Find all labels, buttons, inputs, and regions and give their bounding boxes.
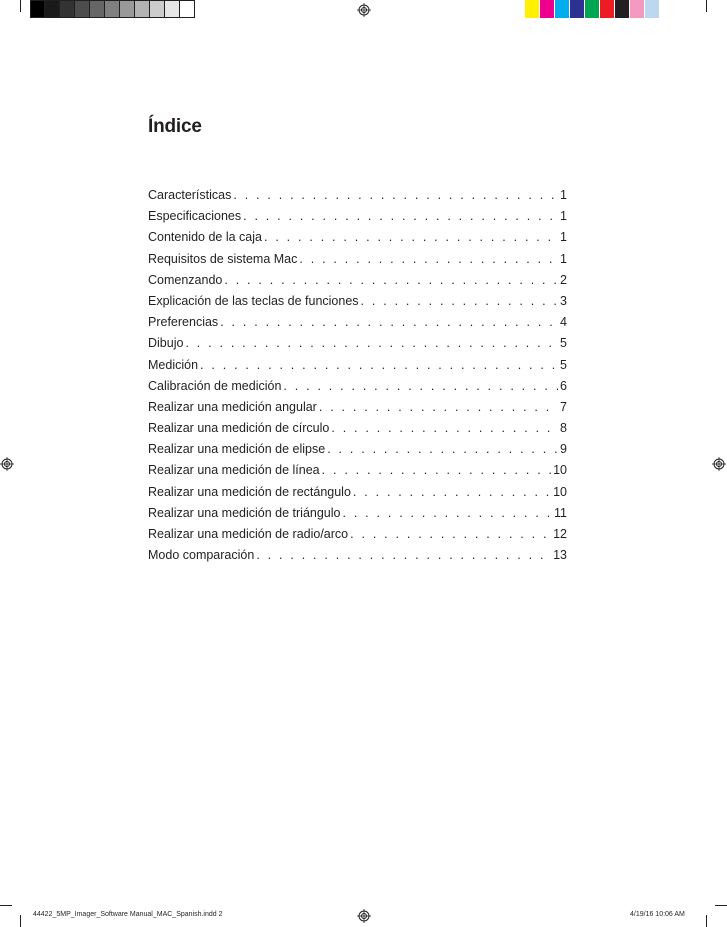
toc-entry[interactable] [148,336,567,357]
toc-entry[interactable] [148,315,567,336]
crop-mark-bottom-right [706,915,707,927]
toc-dot-leader [220,315,558,329]
registration-mark-icon [0,457,14,471]
toc-dot-leader [322,463,551,477]
toc-dot-leader [264,230,558,244]
toc-dot-leader [224,273,558,287]
color-swatch [135,0,150,18]
toc-entry[interactable] [148,421,567,442]
color-swatch [660,0,675,18]
page-title: Índice [148,116,202,137]
toc-entry-label: Contenido de la caja [148,230,262,245]
toc-entry-page-number: 6 [560,378,567,393]
toc-entry-label: Calibración de medición [148,378,282,393]
registration-mark-icon [712,457,726,471]
crop-mark-bottom-right-h [715,905,727,906]
toc-dot-leader [319,400,558,414]
toc-entry-page-number: 5 [560,336,567,351]
toc-entry-page-number: 9 [560,442,567,457]
toc-dot-leader [233,188,558,202]
color-swatch [150,0,165,18]
toc-entry-page-number: 1 [560,209,567,224]
color-swatch [540,0,555,18]
toc-entry-page-number: 4 [560,315,567,330]
color-swatch [525,0,540,18]
crop-mark-bottom-left-h [0,905,12,906]
toc-entry-label: Explicación de las teclas de funciones [148,293,359,308]
toc-entry-page-number: 13 [553,548,567,563]
color-swatch [600,0,615,18]
crop-mark-top-right [706,0,707,12]
slug-filename: 44422_5MP_Imager_Software Manual_MAC_Spanish.indd 2 [33,911,223,918]
slug-timestamp: 4/19/16 10:06 AM [630,911,685,918]
registration-mark-icon [357,3,371,17]
toc-entry-label: Dibujo [148,336,184,351]
toc-entry[interactable] [148,400,567,421]
registration-mark-icon [357,909,371,923]
toc-entry-label: Modo comparación [148,548,255,563]
color-swatch [75,0,90,18]
color-swatch [585,0,600,18]
color-swatch [120,0,135,18]
toc-entry[interactable] [148,379,567,400]
toc-entry-page-number: 12 [553,527,567,541]
toc-dot-leader [361,294,559,308]
color-swatch [630,0,645,18]
toc-entry[interactable] [148,548,567,569]
color-swatch [90,0,105,18]
toc-entry-label: Realizar una medición de rectángulo [148,484,351,499]
toc-entry-page-number: 10 [553,463,567,478]
color-swatch [570,0,585,18]
toc-entry-page-number: 1 [560,230,567,245]
toc-dot-leader [350,527,551,541]
toc-entry[interactable] [148,463,567,484]
color-swatch [105,0,120,18]
toc-entry-page-number: 11 [554,505,567,520]
toc-entry-label: Realizar una medición de círculo [148,421,330,436]
grayscale-color-bar [30,0,195,18]
crop-mark-bottom-left [20,915,21,927]
color-swatch [180,0,195,18]
toc-dot-leader [353,485,551,499]
toc-entry-page-number: 3 [560,293,567,308]
toc-entry-label: Características [148,188,232,202]
toc-dot-leader [342,506,552,520]
toc-entry[interactable] [148,294,567,315]
color-swatch [555,0,570,18]
toc-entry-page-number: 1 [560,188,567,202]
toc-entry-label: Realizar una medición de línea [148,463,320,478]
toc-dot-leader [327,442,558,456]
toc-entry-label: Medición [148,357,199,372]
toc-entry[interactable] [148,230,567,251]
table-of-contents [148,188,567,569]
toc-entry[interactable] [148,209,567,230]
toc-entry[interactable] [148,252,567,273]
toc-entry-label: Requisitos de sistema Mac [148,251,298,266]
toc-entry[interactable] [148,273,567,294]
color-swatch [615,0,630,18]
toc-entry[interactable] [148,442,567,463]
toc-entry[interactable] [148,485,567,506]
color-swatch [45,0,60,18]
crop-mark-top-left [20,0,21,12]
color-swatch [30,0,45,18]
toc-dot-leader [200,358,558,372]
toc-dot-leader [243,209,558,223]
process-color-bar [525,0,675,18]
toc-dot-leader [331,421,558,435]
toc-dot-leader [185,336,558,350]
toc-dot-leader [299,252,558,266]
toc-entry[interactable] [148,188,567,209]
toc-entry-label: Realizar una medición de triángulo [148,505,341,520]
toc-entry[interactable] [148,358,567,379]
toc-entry-label: Realizar una medición de elipse [148,442,326,457]
toc-entry-page-number: 5 [560,357,567,372]
color-swatch [60,0,75,18]
toc-entry-page-number: 7 [560,399,567,414]
toc-entry-page-number: 8 [560,421,567,436]
toc-entry-label: Especificaciones [148,209,242,224]
toc-dot-leader [256,548,551,562]
toc-entry-label: Comenzando [148,272,223,287]
color-swatch [645,0,660,18]
toc-entry-label: Realizar una medición angular [148,399,317,414]
toc-entry-page-number: 2 [560,272,567,287]
toc-dot-leader [283,379,558,393]
toc-entry-page-number: 1 [560,251,567,266]
color-swatch [165,0,180,18]
toc-entry[interactable] [148,527,567,548]
toc-entry-label: Preferencias [148,315,219,330]
toc-entry-page-number: 10 [553,484,567,499]
toc-entry[interactable] [148,506,567,527]
toc-entry-label: Realizar una medición de radio/arco [148,527,349,541]
